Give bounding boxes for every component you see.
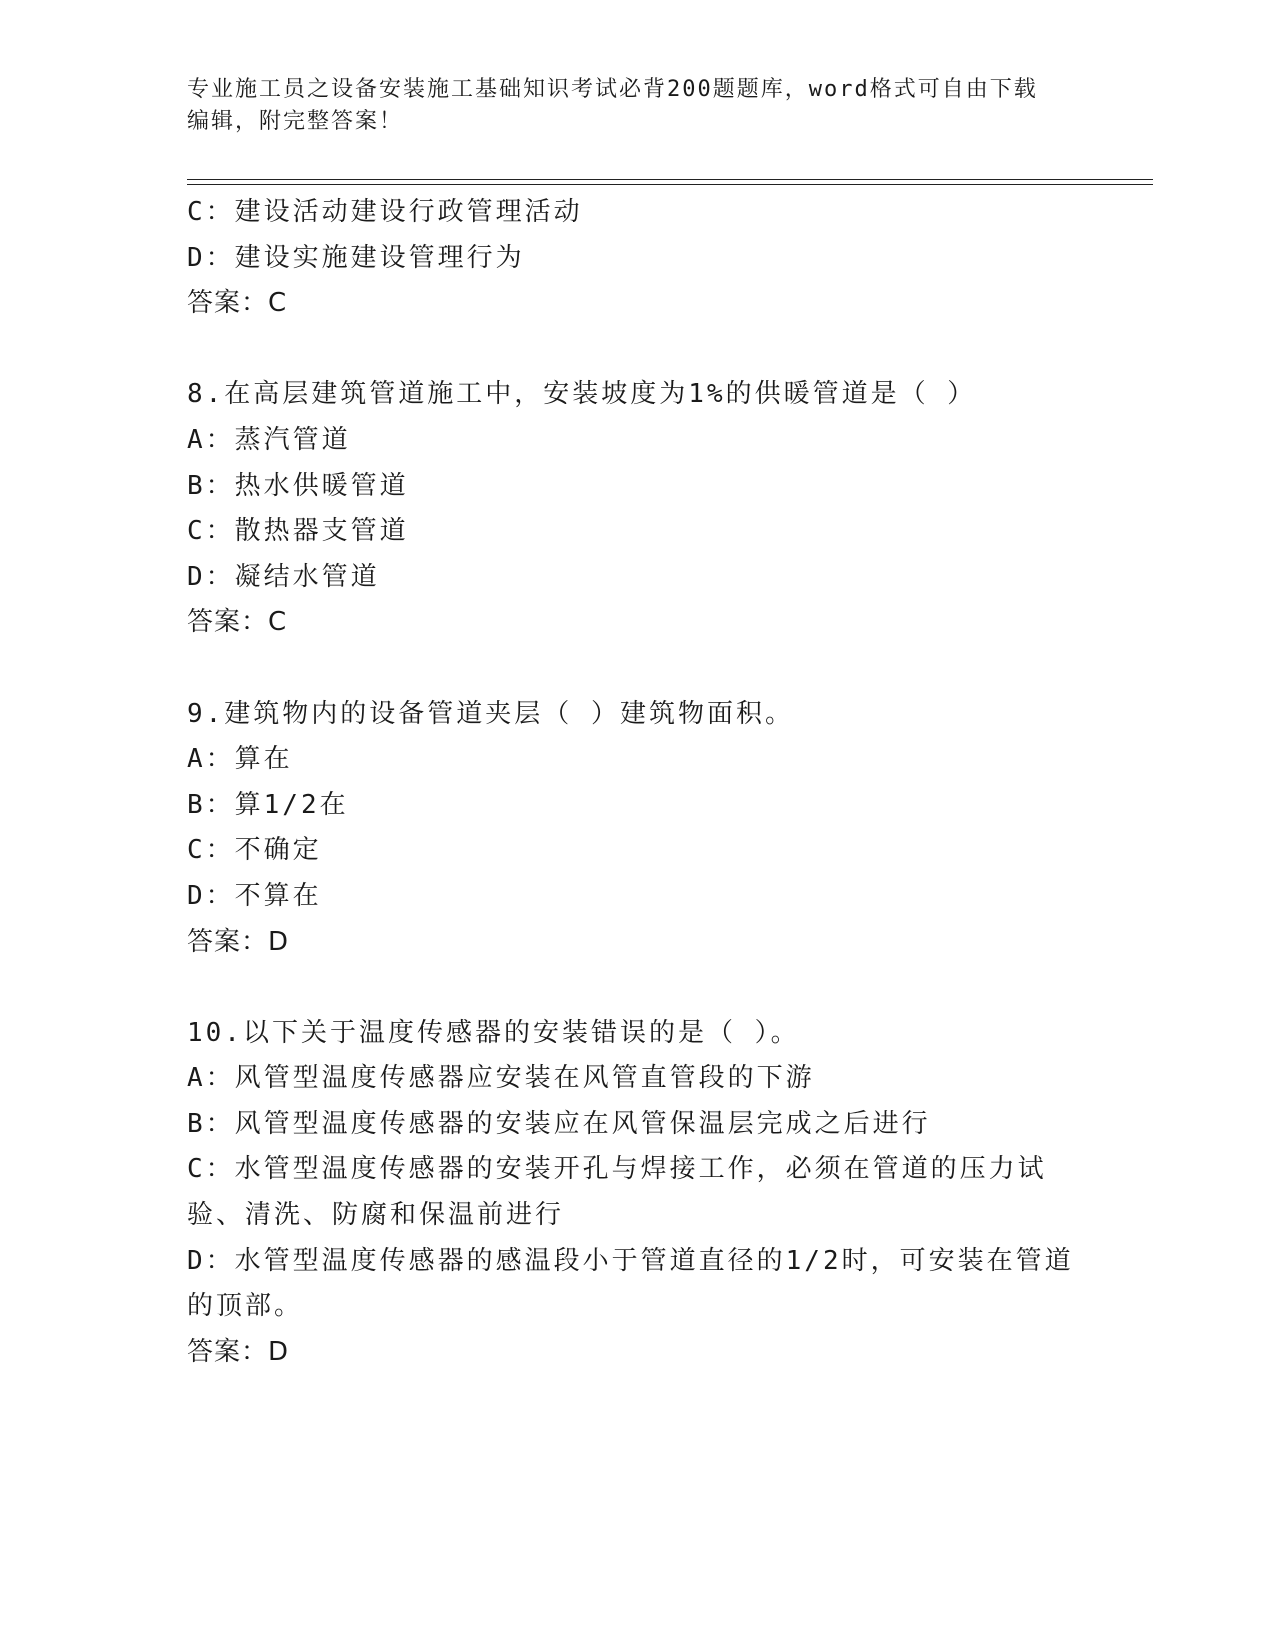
answer-line: 答案：C <box>187 288 288 319</box>
answer-line: 答案：D <box>187 1336 290 1367</box>
spacer <box>187 965 1087 1011</box>
option-b: B：算1/2在 <box>187 789 349 820</box>
option-a: A：蒸汽管道 <box>187 424 351 455</box>
option-c: C：建设活动建设行政管理活动 <box>187 197 583 227</box>
question-stem: 8.在高层建筑管道施工中，安装坡度为1%的供暖管道是（ ） <box>187 379 977 410</box>
option-d: D：建设实施建设管理行为 <box>187 242 525 273</box>
option-d: D：不算在 <box>187 880 322 911</box>
answer-line: 答案：C <box>187 607 288 638</box>
header-title-line1: 专业施工员之设备安装施工基础知识考试必背200题题库，word格式可自由下载 <box>187 77 1038 102</box>
question-block-9 <box>187 692 1087 966</box>
question-block-8 <box>187 372 1087 646</box>
header-title-line2: 编辑，附完整答案！ <box>187 109 404 134</box>
question-stem: 10.以下关于温度传感器的安装错误的是（ ）。 <box>187 1017 800 1048</box>
spacer <box>187 646 1087 692</box>
spacer <box>187 327 1087 373</box>
page-header <box>187 74 1087 138</box>
option-a: A：风管型温度传感器应安装在风管直管段的下游 <box>187 1063 815 1094</box>
answer-line: 答案：D <box>187 926 290 957</box>
option-a: A：算在 <box>187 744 293 775</box>
header-divider <box>187 179 1153 185</box>
question-stem: 9.建筑物内的设备管道夹层（ ）建筑物面积。 <box>187 698 794 729</box>
question-block-10 <box>187 1011 1087 1376</box>
question-list <box>187 190 1087 1375</box>
question-block-prev <box>187 190 1087 327</box>
option-b: B：风管型温度传感器的安装应在风管保温层完成之后进行 <box>187 1108 931 1139</box>
option-c: C：水管型温度传感器的安装开孔与焊接工作，必须在管道的压力试验、清洗、防腐和保温前进行 <box>187 1154 1047 1231</box>
option-d: D：凝结水管道 <box>187 561 380 592</box>
option-c: C：散热器支管道 <box>187 516 409 547</box>
option-d: D：水管型温度传感器的感温段小于管道直径的1/2时，可安装在管道的顶部。 <box>187 1245 1074 1322</box>
option-b: B：热水供暖管道 <box>187 470 409 501</box>
option-c: C：不确定 <box>187 835 322 866</box>
